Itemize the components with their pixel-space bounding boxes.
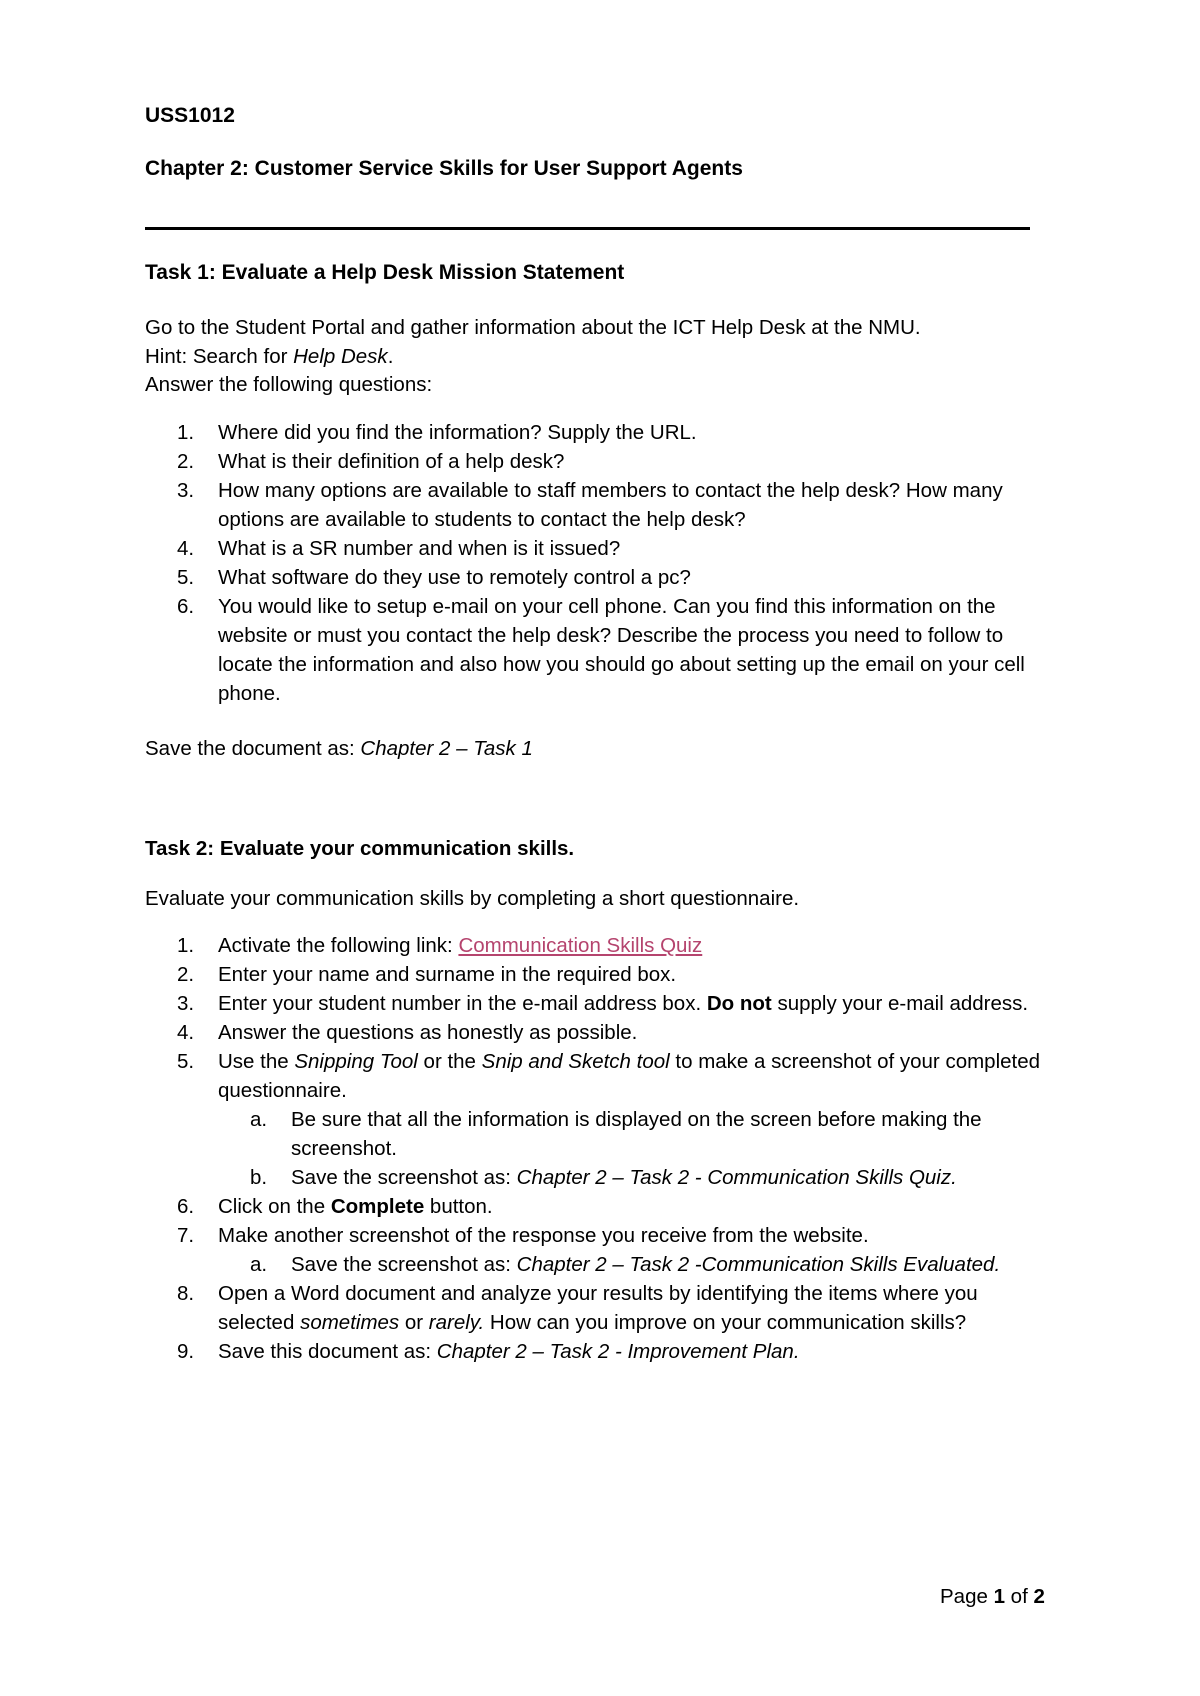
list-number: 9. <box>177 1340 195 1363</box>
sub-list-item <box>218 1163 1045 1192</box>
step-text: Activate the following link: <box>218 934 459 957</box>
list-number: 8. <box>177 1282 195 1305</box>
sub-step-list <box>218 1250 1045 1279</box>
list-item <box>145 1047 1045 1192</box>
hint-suffix: . <box>387 345 394 368</box>
list-item <box>145 592 1045 708</box>
list-item <box>145 931 1045 960</box>
list-item <box>145 563 1045 592</box>
page-current: 1 <box>993 1585 1005 1608</box>
hint-term: Help Desk <box>293 345 388 368</box>
emphasis-do-not: Do not <box>706 992 772 1015</box>
step-text: or <box>399 1311 429 1334</box>
step-text: Save this document as: <box>218 1340 437 1363</box>
step-text: How can you improve on your communication skills? <box>484 1311 967 1334</box>
sub-list-letter: a. <box>250 1253 268 1276</box>
sub-list-letter: b. <box>250 1166 268 1189</box>
task1-question-list <box>145 418 1045 708</box>
step-text: or the <box>417 1050 482 1073</box>
list-item <box>145 1192 1045 1221</box>
hint-prefix: Hint: Search for <box>145 345 294 368</box>
save-prefix: Save the document as: <box>145 737 361 760</box>
question-text: What is their definition of a help desk? <box>218 450 565 473</box>
list-number: 3. <box>177 479 195 502</box>
save-filename: Chapter 2 – Task 2 -Communication Skills Evaluated. <box>516 1253 1001 1276</box>
step-text: Answer the questions as honestly as possible. <box>218 1021 638 1044</box>
save-filename: Chapter 2 – Task 1 <box>360 737 533 760</box>
question-text: What software do they use to remotely control a pc? <box>218 566 691 589</box>
list-number: 7. <box>177 1224 195 1247</box>
sub-list-item <box>218 1105 1045 1163</box>
task1-heading: Task 1: Evaluate a Help Desk Mission Statement <box>145 261 625 284</box>
task2-intro: Evaluate your communication skills by completing a short questionnaire. <box>145 887 800 910</box>
step-text: button. <box>424 1195 493 1218</box>
task1-instructions: Answer the following questions: <box>145 373 433 396</box>
step-text: Enter your student number in the e-mail address box. <box>218 992 707 1015</box>
sub-step-text: Save the screenshot as: <box>291 1253 517 1276</box>
page-word: Page <box>940 1585 994 1608</box>
list-item <box>145 960 1045 989</box>
list-number: 3. <box>177 992 195 1015</box>
list-item <box>145 1221 1045 1279</box>
list-item <box>145 476 1045 534</box>
step-text: Use the <box>218 1050 295 1073</box>
list-item <box>145 1337 1045 1366</box>
list-number: 6. <box>177 1195 195 1218</box>
list-number: 6. <box>177 595 195 618</box>
question-text: Where did you find the information? Supply the URL. <box>218 421 697 444</box>
task1-save-instruction <box>145 734 533 763</box>
list-number: 5. <box>177 1050 195 1073</box>
question-text: How many options are available to staff members to contact the help desk? How many options are available to students to contact the help desk? <box>218 479 1003 531</box>
communication-skills-quiz-link[interactable]: Communication Skills Quiz <box>458 934 703 957</box>
save-filename: Chapter 2 – Task 2 - Communication Skills Quiz. <box>516 1166 957 1189</box>
sub-step-text: Save the screenshot as: <box>291 1166 517 1189</box>
task2-step-list <box>145 931 1045 1366</box>
tool-name: Snipping Tool <box>294 1050 418 1073</box>
step-text: Click on the <box>218 1195 331 1218</box>
list-item <box>145 989 1045 1018</box>
list-item <box>145 447 1045 476</box>
step-text: Enter your name and surname in the required box. <box>218 963 677 986</box>
question-text: What is a SR number and when is it issued? <box>218 537 621 560</box>
page-of: of <box>1004 1585 1034 1608</box>
emphasis-rarely: rarely. <box>428 1311 485 1334</box>
course-code: USS1012 <box>145 104 235 127</box>
sub-step-text: Be sure that all the information is displayed on the screen before making the screenshot. <box>291 1108 982 1160</box>
list-number: 4. <box>177 1021 195 1044</box>
step-text: Make another screenshot of the response you receive from the website. <box>218 1224 869 1247</box>
page-total: 2 <box>1033 1585 1045 1608</box>
step-text: to make a screenshot of your completed questionnaire. <box>218 1050 1041 1102</box>
list-item <box>145 1018 1045 1047</box>
list-number: 4. <box>177 537 195 560</box>
task2-heading: Task 2: Evaluate your communication skills. <box>145 837 575 860</box>
question-text: You would like to setup e-mail on your cell phone. Can you find this information on the website or must you contact the help desk? Describe the process you need to follow to locate the information and also how you should go about setting up the email on your cell phone. <box>218 595 1025 705</box>
list-item <box>145 534 1045 563</box>
task1-intro: Go to the Student Portal and gather information about the ICT Help Desk at the NMU. <box>145 316 921 339</box>
save-filename: Chapter 2 – Task 2 - Improvement Plan. <box>436 1340 800 1363</box>
horizontal-divider <box>145 227 1030 230</box>
list-item <box>145 1279 1045 1337</box>
step-text: supply your e-mail address. <box>771 992 1029 1015</box>
step-text: Open a Word document and analyze your results by identifying the items where you selected <box>218 1282 978 1334</box>
emphasis-complete: Complete <box>330 1195 425 1218</box>
list-number: 1. <box>177 421 195 444</box>
emphasis-sometimes: sometimes <box>300 1311 400 1334</box>
task1-hint <box>145 342 393 371</box>
list-number: 2. <box>177 450 195 473</box>
sub-step-list <box>218 1105 1045 1192</box>
sub-list-letter: a. <box>250 1108 268 1131</box>
page-number <box>940 1582 1045 1611</box>
list-number: 2. <box>177 963 195 986</box>
list-number: 1. <box>177 934 195 957</box>
list-item <box>145 418 1045 447</box>
tool-name: Snip and Sketch tool <box>481 1050 670 1073</box>
chapter-title: Chapter 2: Customer Service Skills for User Support Agents <box>145 157 743 180</box>
sub-list-item <box>218 1250 1045 1279</box>
list-number: 5. <box>177 566 195 589</box>
